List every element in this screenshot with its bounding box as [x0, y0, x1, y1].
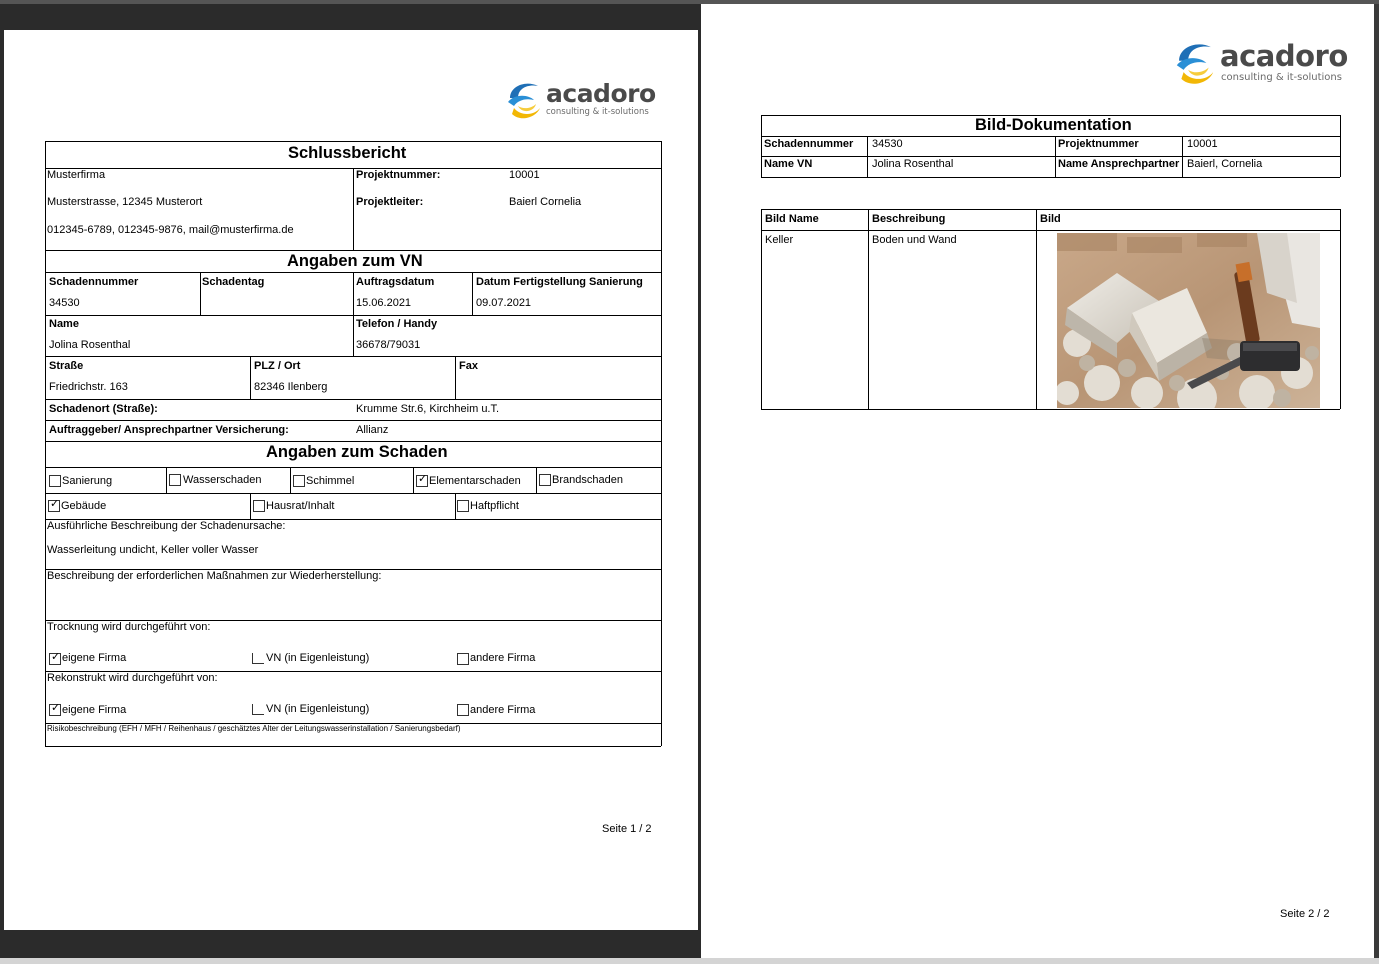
checkbox-hausrat[interactable]: [253, 500, 265, 512]
viewer-bottom-bar: [0, 958, 1379, 964]
acadoro-logo: [1172, 38, 1347, 90]
checkbox-gebaeude[interactable]: [48, 500, 60, 512]
table-header-image: Bild: [1040, 213, 1061, 225]
p2-contact-value: Baierl, Cornelia: [1187, 158, 1263, 170]
damage-day-label: Schadentag: [202, 276, 265, 288]
table-row-image-name: Keller: [765, 234, 794, 246]
checkbox-label-schimmel: Schimmel: [306, 475, 355, 487]
drying-checkbox-other-company[interactable]: [457, 653, 469, 665]
logo-wordmark: acadoro: [546, 79, 656, 108]
plz-value: 82346 Ilenberg: [254, 381, 328, 393]
order-date-value: 15.06.2021: [356, 297, 412, 309]
checkbox-wasserschaden[interactable]: [169, 474, 181, 486]
checkbox-label-gebaeude: Gebäude: [61, 500, 107, 512]
page-2: [701, 4, 1374, 958]
project-number-value: 10001: [509, 169, 540, 181]
check-mark-icon: ✓: [418, 473, 428, 485]
damage-location-label: Schadenort (Straße):: [49, 403, 158, 415]
acadoro-logo: [504, 78, 654, 124]
logo-wordmark: acadoro: [1220, 39, 1348, 73]
page-number: Seite 2 / 2: [1280, 908, 1330, 920]
checkbox-label-sanierung: Sanierung: [62, 475, 113, 487]
checkbox-haftpflicht[interactable]: [457, 500, 469, 512]
check-mark-icon: ✓: [51, 651, 61, 663]
p2-claim-number-label: Schadennummer: [764, 138, 854, 150]
vn-name-label: Name: [49, 318, 79, 330]
drying-option-vn: VN (in Eigenleistung): [266, 652, 370, 664]
section-heading-vn: Angaben zum VN: [287, 252, 423, 270]
checkbox-elementarschaden[interactable]: [416, 475, 428, 487]
checkbox-schimmel[interactable]: [293, 475, 305, 487]
client-label: Auftraggeber/ Ansprechpartner Versicherung:: [49, 424, 289, 436]
drying-checkbox-vn[interactable]: [252, 653, 264, 664]
rebuild-option-other-company: andere Firma: [470, 704, 536, 716]
order-date-label: Auftragsdatum: [356, 276, 435, 288]
checkbox-label-brandschaden: Brandschaden: [552, 474, 623, 486]
project-number-label: Projektnummer:: [356, 169, 441, 181]
risk-description-label: Risikobeschreibung (EFH / MFH / Reihenhaus / geschätztes Alter der Leitungswasserinstallation / Sanierungsbedarf): [47, 724, 461, 733]
p2-claim-number-value: 34530: [872, 138, 903, 150]
checkbox-label-wasserschaden: Wasserschaden: [183, 474, 262, 486]
completion-date-value: 09.07.2021: [476, 297, 532, 309]
phone-value: 36678/79031: [356, 339, 421, 351]
drying-option-own-company: eigene Firma: [62, 652, 127, 664]
p2-name-label: Name VN: [764, 158, 813, 170]
rebuild-checkbox-own-company[interactable]: [49, 704, 61, 716]
cause-value: Wasserleitung undicht, Keller voller Wasser: [47, 544, 259, 556]
documentation-title: Bild-Dokumentation: [975, 116, 1132, 134]
checkbox-label-haftpflicht: Haftpflicht: [470, 500, 519, 512]
logo-tagline: consulting & it-solutions: [1221, 72, 1342, 83]
viewer-scroll-edge: [1374, 4, 1379, 958]
checkbox-label-hausrat: Hausrat/Inhalt: [266, 500, 335, 512]
street-label: Straße: [49, 360, 84, 372]
damage-location-value: Krumme Str.6, Kirchheim u.T.: [356, 403, 500, 415]
rebuild-option-own-company: eigene Firma: [62, 704, 127, 716]
report-title: Schlussbericht: [288, 144, 407, 162]
check-mark-icon: ✓: [50, 498, 60, 510]
check-mark-icon: ✓: [51, 702, 61, 714]
company-address: Musterstrasse, 12345 Musterort: [47, 196, 203, 208]
plz-label: PLZ / Ort: [254, 360, 301, 372]
table-header-image-name: Bild Name: [765, 213, 819, 225]
fax-label: Fax: [459, 360, 478, 372]
project-lead-value: Baierl Cornelia: [509, 196, 582, 208]
drying-option-other-company: andere Firma: [470, 652, 536, 664]
company-name: Musterfirma: [47, 169, 106, 181]
table-row-description: Boden und Wand: [872, 234, 957, 246]
logo-tagline: consulting & it-solutions: [546, 107, 649, 117]
company-contact: 012345-6789, 012345-9876, mail@musterfirma.de: [47, 224, 294, 236]
p2-contact-label: Name Ansprechpartner: [1058, 158, 1180, 170]
page-number: Seite 1 / 2: [602, 823, 652, 835]
cause-label: Ausführliche Beschreibung der Schadenursache:: [47, 520, 286, 532]
acadoro-swirl-icon: [504, 78, 544, 122]
client-value: Allianz: [356, 424, 389, 436]
claim-number-value: 34530: [49, 297, 80, 309]
completion-date-label: Datum Fertigstellung Sanierung: [476, 276, 643, 288]
checkbox-brandschaden[interactable]: [539, 474, 551, 486]
claim-number-label: Schadennummer: [49, 276, 139, 288]
project-lead-label: Projektleiter:: [356, 196, 424, 208]
rebuild-option-vn: VN (in Eigenleistung): [266, 703, 370, 715]
p2-project-number-value: 10001: [1187, 138, 1218, 150]
rebuild-checkbox-vn[interactable]: [252, 704, 264, 715]
p2-project-number-label: Projektnummer: [1058, 138, 1139, 150]
checkbox-label-elementarschaden: Elementarschaden: [429, 475, 521, 487]
section-heading-damage: Angaben zum Schaden: [266, 443, 448, 461]
drying-checkbox-own-company[interactable]: [49, 653, 61, 665]
vn-name-value: Jolina Rosenthal: [49, 339, 131, 351]
drying-label: Trocknung wird durchgeführt von:: [47, 621, 211, 633]
rubble-hammer-chisel-photo: [1057, 233, 1320, 408]
rebuild-checkbox-other-company[interactable]: [457, 704, 469, 716]
rebuild-label: Rekonstrukt wird durchgeführt von:: [47, 672, 218, 684]
p2-name-value: Jolina Rosenthal: [872, 158, 954, 170]
table-header-description: Beschreibung: [872, 213, 946, 225]
checkbox-sanierung[interactable]: [49, 475, 61, 487]
measures-label: Beschreibung der erforderlichen Maßnahmen zur Wiederherstellung:: [47, 570, 382, 582]
page-1: [4, 30, 698, 930]
acadoro-swirl-icon: [1172, 38, 1218, 88]
phone-label: Telefon / Handy: [356, 318, 438, 330]
street-value: Friedrichstr. 163: [49, 381, 128, 393]
